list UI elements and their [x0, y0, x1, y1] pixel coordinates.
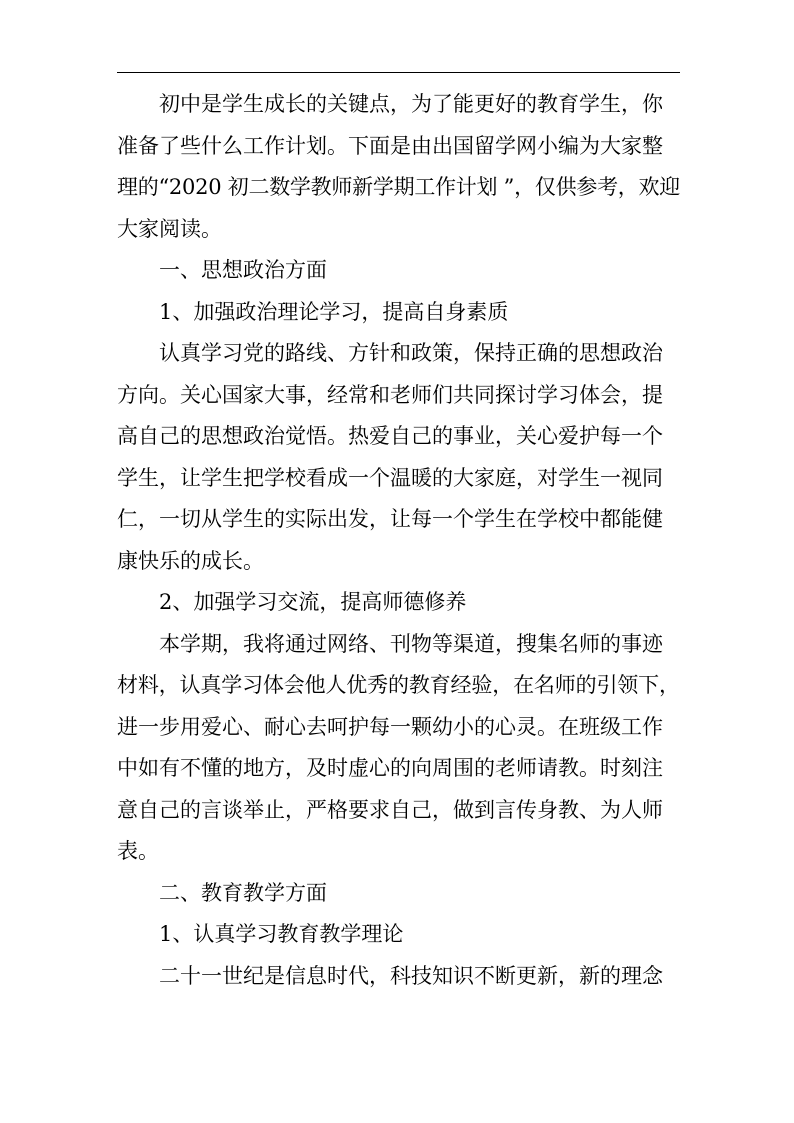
text-line: 大家阅读。	[117, 216, 222, 241]
text-line: 准备了些什么工作计划。下面是由出国留学网小编为大家整	[117, 133, 663, 158]
text-line: 学生，让学生把学校看成一个温暖的大家庭，对学生一视同	[117, 465, 663, 490]
text-line: 方向。关心国家大事，经常和老师们共同探讨学习体会，提	[117, 382, 663, 407]
text-line: 一、思想政治方面	[159, 258, 327, 282]
text-line: 理的“2020 初二数学教师新学期工作计划 ”，仅供参考，欢迎	[117, 175, 680, 199]
text-line: 进一步用爱心、耐心去呵护每一颗幼小的心灵。在班级工作	[117, 714, 663, 739]
text-line: 认真学习党的路线、方针和政策，保持正确的思想政治	[159, 341, 663, 365]
text-line: 二十一世纪是信息时代，科技知识不断更新，新的理念	[159, 963, 663, 988]
text-line: 1、加强政治理论学习，提高自身素质	[159, 299, 509, 324]
text-line: 仁，一切从学生的实际出发，让每一个学生在学校中都能健	[117, 507, 663, 531]
text-line: 高自己的思想政治觉悟。热爱自己的事业，关心爱护每一个	[117, 424, 663, 448]
text-line: 2、加强学习交流，提高师德修养	[159, 590, 467, 614]
document-body	[117, 84, 680, 997]
text-line: 康快乐的成长。	[117, 548, 264, 573]
text-line: 意自己的言谈举止，严格要求自己，做到言传身教、为人师	[117, 797, 663, 822]
text-line: 本学期，我将通过网络、刊物等渠道，搜集名师的事迹	[159, 631, 663, 656]
text-line: 表。	[117, 839, 159, 863]
header-divider	[117, 72, 680, 73]
text-line: 中如有不懂的地方，及时虚心的向周围的老师请教。时刻注	[117, 756, 663, 780]
text-line: 材料，认真学习体会他人优秀的教育经验，在名师的引领下，	[117, 673, 680, 697]
text-line: 1、认真学习教育教学理论	[159, 922, 404, 946]
text-line: 初中是学生成长的关键点，为了能更好的教育学生，你	[159, 92, 663, 116]
text-line: 二、教育教学方面	[159, 880, 327, 905]
